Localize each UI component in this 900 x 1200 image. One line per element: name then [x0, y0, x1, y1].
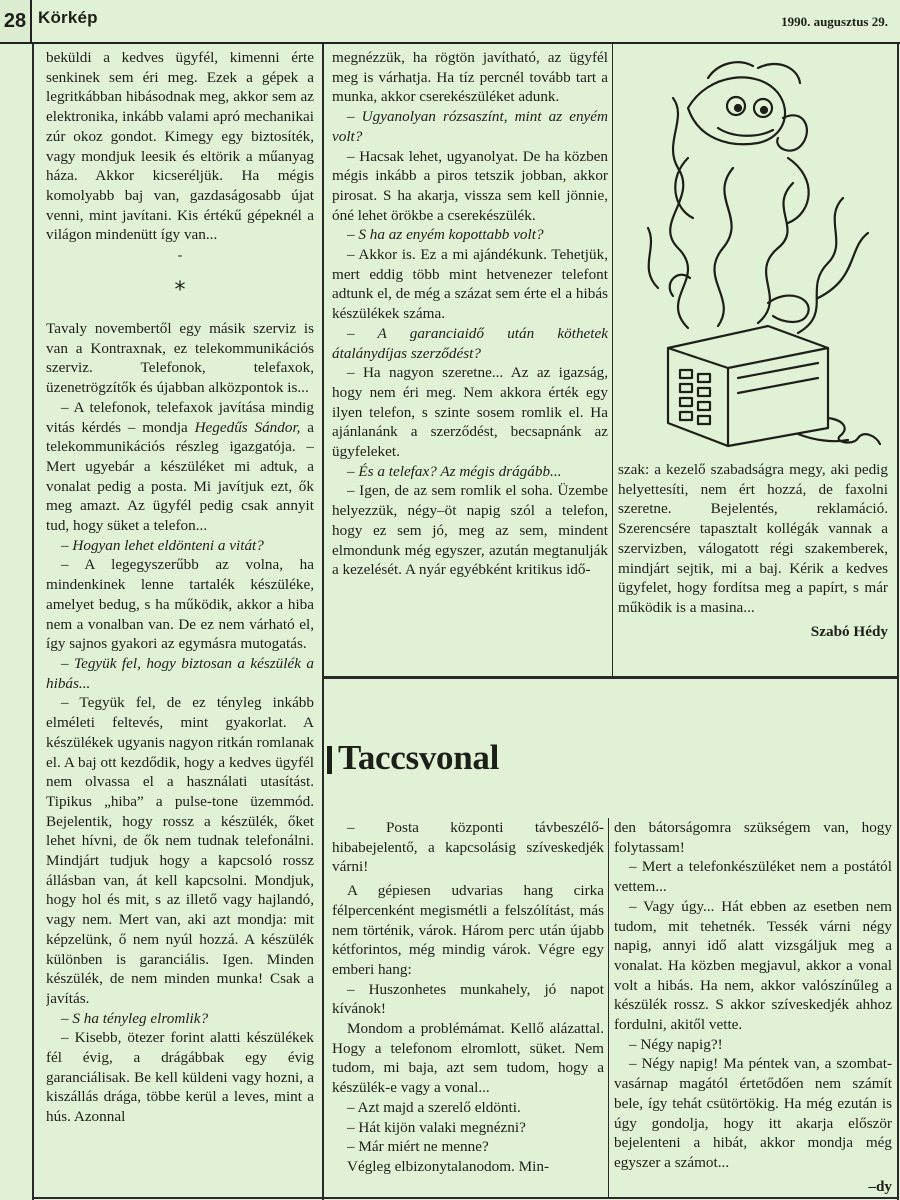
paragraph: – Vagy úgy... Hát ebben az esetben nem tudom, mit tehetnék. Tessék várni négy napig, annyi idő alatt vizsgáljuk meg a vonalat. Ha közben megjavul, akkor a vonal volt a hibás. Ha nem, akkor valószínűleg a készülék rossz. S akkor szíveskedjék ahhoz fordulni, akitől vette.	[614, 897, 892, 1034]
paragraph: szak: a kezelő szabadságra megy, aki pedig helyettesíti, nem ért hozzá, de faxolni szeretne. Bejelentés, reklamáció. Szerencsére tapasztalt kollégák vannak a szervizben, válogatott régi szakemberek, mindjárt sejtik, mi a baj. Kérik a kedves ügyfelet, hogy fordítsa meg a papírt, s már működik is a masina...	[618, 461, 888, 616]
article-column-5	[614, 818, 892, 1196]
paragraph: – Négy napig! Ma péntek van, a szombat-vasárnap magától értetődően nem számít bele, így tehát csütörtökig. Ha még ezután is úgy gondolja, hogy itt akarja először bejelenteni a hibát, akkor mondja még egyszer a számot...	[614, 1055, 892, 1171]
separator-dot: -	[177, 248, 183, 264]
page-number: 28	[0, 0, 32, 42]
title-marker	[327, 746, 332, 774]
article-column-4	[332, 818, 604, 1196]
paragraph: – Akkor is. Ez a mi ajándékunk. Tehetjük, mert eddig több mint hetvenezer telefont adtunk el, de még a százat sem érte el a hibás készülékek száma.	[332, 246, 608, 323]
issue-date: 1990. augusztus 29.	[781, 14, 888, 29]
column-rule	[322, 44, 324, 1200]
column-rule	[897, 44, 899, 1200]
paragraph: – Ha nagyon szeretne... Az az igazság, hogy nem éri meg. Nem akkora érték egy ilyen telefon, s szinte sosem romlik el. Ha ajánlanánk a szerződést, becsapnánk az ügyfeleket.	[332, 364, 608, 461]
paragraph: Mondom a problémámat. Kellő alázattal. Hogy a telefonom elromlott, süket. Nem tudom, mi baja, azt sem tudom, hogy a készülék-e vagy a vonal...	[332, 1020, 604, 1097]
person-name: Hegedűs Sándor,	[194, 418, 301, 436]
paragraph: Tavaly novembertől egy másik szerviz is van a Kontraxnak, ez telekommunikációs szerviz. Telefonok, telefaxok, üzenetrögzítők és újabban alközpontok is...	[46, 320, 314, 397]
interview-question: – Hogyan lehet eldönteni a vitát?	[61, 536, 264, 554]
paragraph: – Mert a telefonkészüléket nem a postától vettem...	[614, 858, 892, 896]
interview-question: – Tegyük fel, hogy biztosan a készülék a hibás...	[46, 654, 314, 692]
column-rule	[612, 44, 613, 678]
paragraph: A gépiesen udvarias hang cirka félpercenként megismétli a felszólítást, más nem történik, várok. Három perc után újabb kétforintos, még mindig várok. Végre egy emberi hang:	[332, 882, 604, 978]
column-rule	[608, 818, 609, 1198]
paragraph: – Már miért ne menne?	[347, 1138, 489, 1156]
paragraph: – Azt majd a szerelő eldönti.	[347, 1098, 521, 1116]
bottom-rule	[32, 1197, 899, 1199]
interview-question: – Ugyanolyan rózsaszínt, mint az enyém volt?	[332, 108, 608, 145]
article-column-3	[618, 460, 888, 670]
article-column-2	[332, 48, 608, 672]
interview-question: – S ha az enyém kopottabb volt?	[347, 226, 544, 244]
paragraph: beküldi a kedves ügyfél, kimenni érte senkinek sem éri meg. Ezek a gépek a legritkábban hibásodnak meg, akkor sem az elektronika, inkább valami apró mechanikai zúr okoz gondot. Kimegy egy biztosíték, vagy mondjuk leesik és eltörik a műanyag háza. Akkor kicseréljük. Ha mégis komolyabb baj van, gazdaságosabb újat venni, mint javítani. Kis értékű gépeknél a világon mindenütt így van...	[46, 49, 314, 244]
paragraph: – Hát kijön valaki megnézni?	[347, 1118, 526, 1136]
article-title: Taccsvonal	[338, 738, 500, 777]
paragraph: megnézzük, ha rögtön javítható, az ügyfél meg is várhatja. Ha tíz percnél tovább tart a munka, akkor cserekészüléket adunk.	[332, 49, 608, 106]
paragraph: – Huszonhetes munkahely, jó napot kívánok!	[332, 980, 604, 1018]
page-header	[0, 0, 900, 44]
interview-question: – A garanciaidő után köthetek átalánydíjas szerződést?	[332, 324, 608, 362]
paragraph: – Hacsak lehet, ugyanolyat. De ha közben mégis inkább a piros tetszik jobban, akkor pirosat. S ha akarja, vissza sem kell jönnie, óné lehet örökbe a cserekészülék.	[332, 147, 608, 224]
section-title: Körkép	[38, 8, 98, 27]
paragraph: – Négy napig?!	[629, 1035, 723, 1053]
paragraph: – A legegyszerűbb az volna, ha mindenkinek lenne tartalék készüléke, amelyet bedug, s ha működik, akkor a hiba nem a vonalban van. De ez nem várható el, így sajnos gyakori az egymásra mutogatás.	[46, 556, 314, 653]
paragraph: Végleg elbizonytalanodom. Min-	[347, 1157, 550, 1175]
section-divider	[322, 676, 899, 679]
interview-question: – S ha tényleg elromlik?	[61, 1009, 209, 1027]
paragraph-quote	[46, 398, 314, 536]
column-rule	[32, 44, 34, 1200]
paragraph: – Kisebb, ötezer forint alatti készülékek fél évig, a drágábbak egy évig garanciálisak. Be kell küldeni vagy hozni, a kiszállás drága, többe kerül a leves, mint a hús. Azonnal	[46, 1029, 314, 1126]
paragraph: – Igen, de az sem romlik el soha. Üzembe helyezzük, négy–öt napig szól a telefon, hogy ez sem jó, meg az sem, mindent elmondunk még egyszer, azután megtanulják a kezelését. A nyár egyébként kritikus idő-	[332, 482, 608, 579]
paragraph: den bátorságomra szükségem van, hogy folytassam!	[614, 819, 892, 856]
article-column-1	[46, 48, 314, 1196]
text: a telekommunikációs részleg igazgatója. – Mert ugyebár a készüléket mi adtuk, a vonalat pedig a posta. Mi javítjuk ezt, ők meg amazt. Az ügyfél pedig csak annyit tud, hogy süket a telefon...	[46, 418, 314, 535]
author-signature: Szabó Hédy	[810, 622, 888, 640]
paragraph: – Tegyük fel, de ez tényleg inkább elméleti feltevés, mint gyakorlat. A készülékek ugyanis nagyon ritkán romlanak el. A baj ott kezdődik, hogy a kedves ügyfél nem olvassa el a használati utasítást. Tipikus „hiba” a pulse-tone üzemmód. Bejelentik, hogy rossz a készülék, őket lehet hívni, de ők nem tudnak telefonálni. Mindjárt tudjuk hogy a kapcsoló rossz állásban van, át kell kapcsolni. Mondjuk, hogy hol és mit, s az illető vagy hajlandó, vagy nem. Mert van, aki azt mondja: mit képzelünk, ő nem nyúl hozzá. A készülék különben is garanciális. Igen. Minden készülék, de nem minden munka! Csak a javítás.	[46, 694, 314, 1007]
cartoon-illustration	[618, 48, 890, 458]
section-break-asterisk: *	[174, 278, 186, 304]
author-signature: –dy	[868, 1177, 892, 1195]
text: – A telefonok, telefaxok javítása mindig vitás kérdés – mondja	[46, 398, 314, 436]
interview-question: – És a telefax? Az mégis drágább...	[347, 462, 562, 480]
paragraph: – Posta központi távbeszélő-hibabejelentő, a kapcsolásig szíveskedjék várni!	[332, 819, 604, 876]
